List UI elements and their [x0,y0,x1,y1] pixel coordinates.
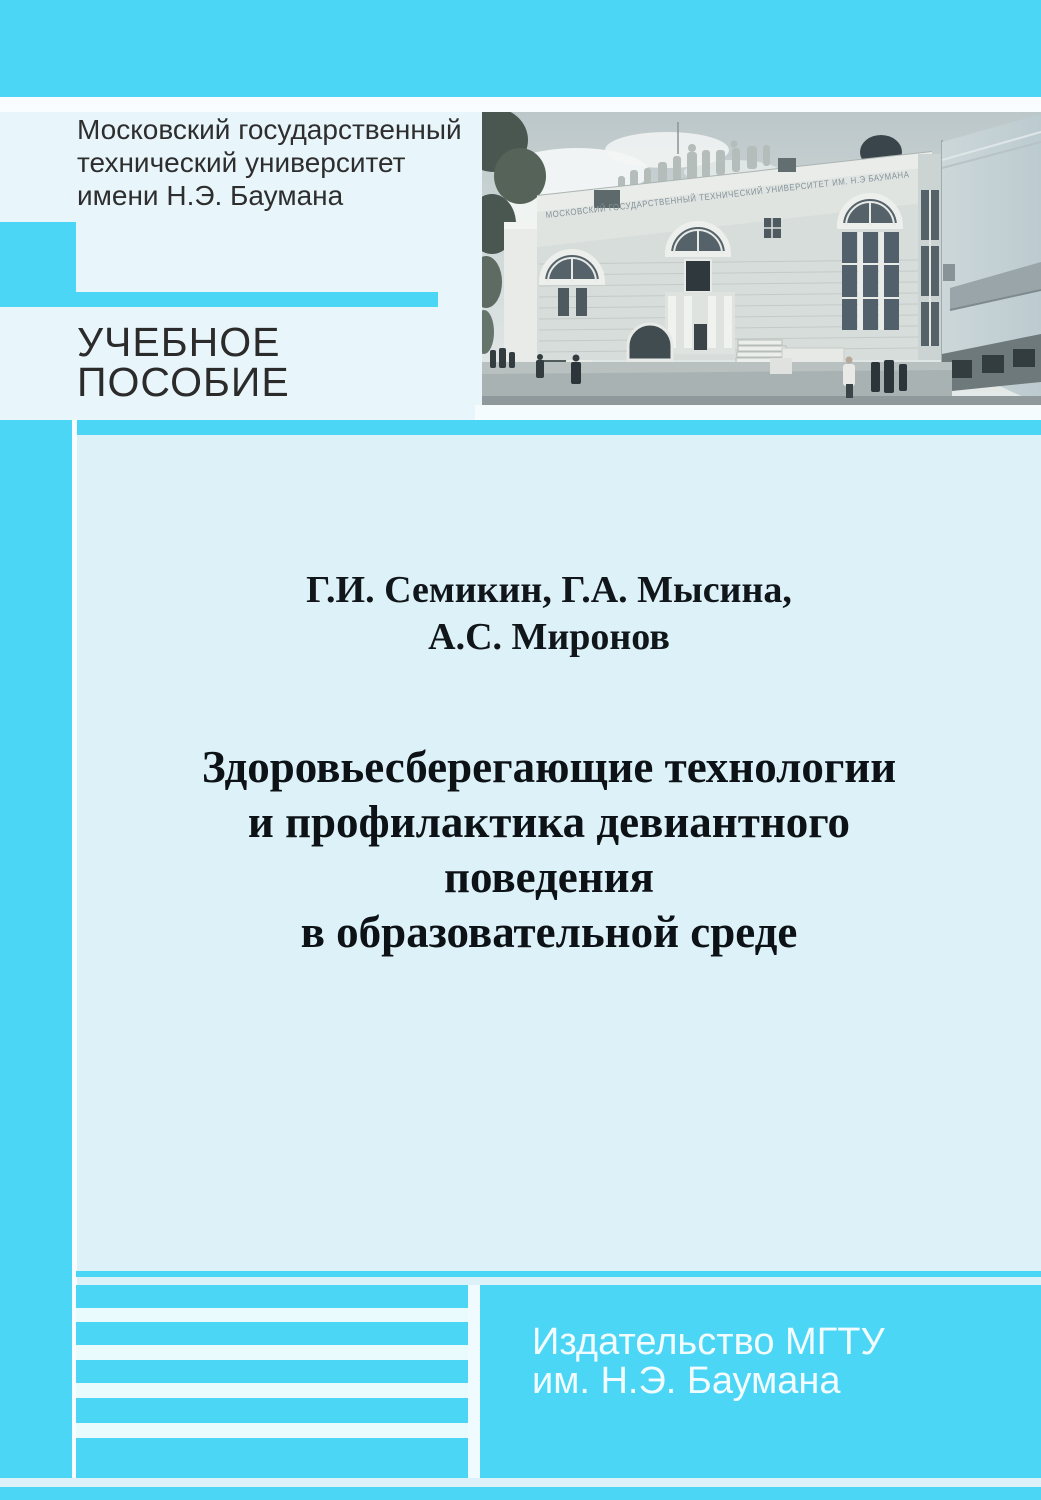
university-name [77,113,497,212]
book-title-line: и профилактика девиантного [247,797,851,847]
series-label [77,319,290,405]
building-illustration [482,112,1041,405]
footer-stripes-gap [468,1285,480,1478]
authors-line: Г.И. Семикин, Г.А. Мысина, [306,569,792,611]
footer-stripe [76,1285,468,1308]
footer-stripe [76,1360,468,1383]
book-title-line: в образовательной среде [300,907,798,957]
accent-bar [76,292,438,307]
book-title-line: поведения [444,852,654,902]
university-name-line: имени Н.Э. Баумана [77,180,344,211]
footer-stripes [76,1285,468,1478]
authors-line: А.С. Миронов [428,616,670,658]
bottom-cyan-strip [0,1487,1041,1500]
footer-stripe [76,1398,468,1423]
publisher-name-line: им. Н.Э. Баумана [532,1360,841,1402]
footer-stripe [76,1322,468,1345]
footer-stripe [76,1438,468,1478]
photo-lower-margin [475,405,1041,420]
left-cyan-column [0,420,77,1478]
university-name-line: технический университет [77,147,406,178]
authors [77,567,1021,661]
divider-cyan-band [0,420,1041,435]
top-cyan-band [0,0,1041,97]
right-wall [942,114,1041,405]
top-white-strip [0,97,1041,112]
book-title [77,740,1021,960]
building-sign: МОСКОВСКИЙ ГОСУДАРСТВЕННЫЙ ТЕХНИЧЕСКИЙ УНИВЕРСИТЕТ ИМ. Н.Э БАУМАНА [545,163,963,220]
series-label-line: ПОСОБИЕ [77,359,290,405]
series-label-line: УЧЕБНОЕ [77,319,281,365]
university-building-photo [482,112,1041,405]
accent-square [0,222,76,307]
right-corner [918,140,942,362]
publisher-name-line: Издательство МГТУ [532,1321,885,1363]
book-title-line: Здоровьесберегающие технологии [201,742,897,792]
footer-thin-stripe [76,1271,1041,1277]
university-name-line: Московский государственный [77,114,462,145]
publisher-block [480,1285,1041,1478]
